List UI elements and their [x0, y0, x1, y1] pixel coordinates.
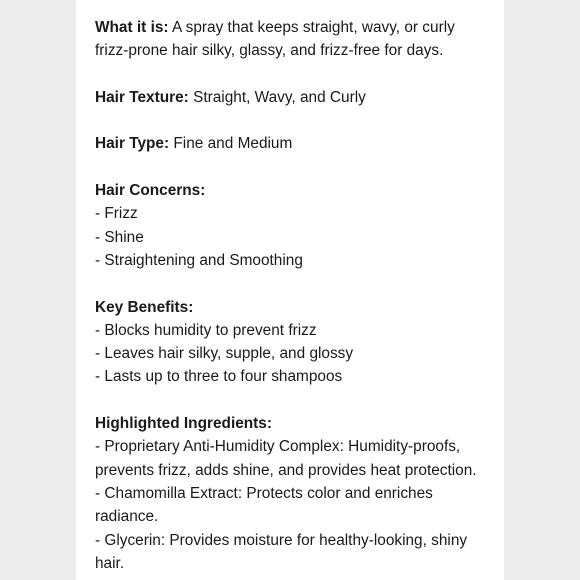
ingredient-line: - Chamomilla Extract: Protects color and enriches [95, 484, 433, 502]
what-it-is-text-1: A spray that keeps straight, wavy, or curly [168, 19, 455, 36]
hair-concerns-label: Hair Concerns: [95, 182, 206, 200]
hair-concern-item: - Shine [95, 228, 144, 246]
hair-texture-line [95, 86, 495, 109]
hair-concerns-section [95, 179, 495, 272]
what-it-is-text-2: frizz-prone hair silky, glassy, and frizz-free for days. [95, 42, 444, 60]
key-benefit-item: - Lasts up to three to four shampoos [95, 368, 343, 386]
ingredient-line: - Proprietary Anti-Humidity Complex: Humidity-proofs, [95, 438, 461, 456]
key-benefit-item: - Blocks humidity to prevent frizz [95, 321, 317, 339]
key-benefit-item: - Leaves hair silky, supple, and glossy [95, 345, 354, 363]
highlighted-ingredients-section [95, 412, 495, 575]
ingredient-line: - Glycerin: Provides moisture for healthy-looking, shiny [95, 531, 468, 549]
hair-texture-label: Hair Texture: [95, 88, 189, 106]
hair-texture-section [95, 86, 495, 109]
ingredient-line: radiance. [95, 508, 159, 526]
hair-concern-item: - Straightening and Smoothing [95, 251, 303, 269]
highlighted-ingredients-label: Highlighted Ingredients: [95, 415, 272, 433]
product-details-page [76, 0, 504, 580]
hair-type-value: Fine and Medium [169, 135, 293, 153]
hair-type-section [95, 132, 495, 155]
product-details-text [95, 16, 495, 580]
key-benefits-label: Key Benefits: [95, 298, 194, 316]
key-benefits-section [95, 296, 495, 389]
what-it-is-line-1 [95, 16, 495, 39]
ingredient-line: hair. [95, 554, 125, 572]
ingredient-line: prevents frizz, adds shine, and provides heat protection. [95, 461, 477, 479]
hair-type-line [95, 132, 495, 155]
what-it-is-section [95, 16, 495, 63]
what-it-is-label: What it is: [95, 19, 169, 36]
hair-texture-value: Straight, Wavy, and Curly [188, 88, 366, 106]
hair-concern-item: - Frizz [95, 205, 138, 223]
hair-type-label: Hair Type: [95, 135, 170, 153]
